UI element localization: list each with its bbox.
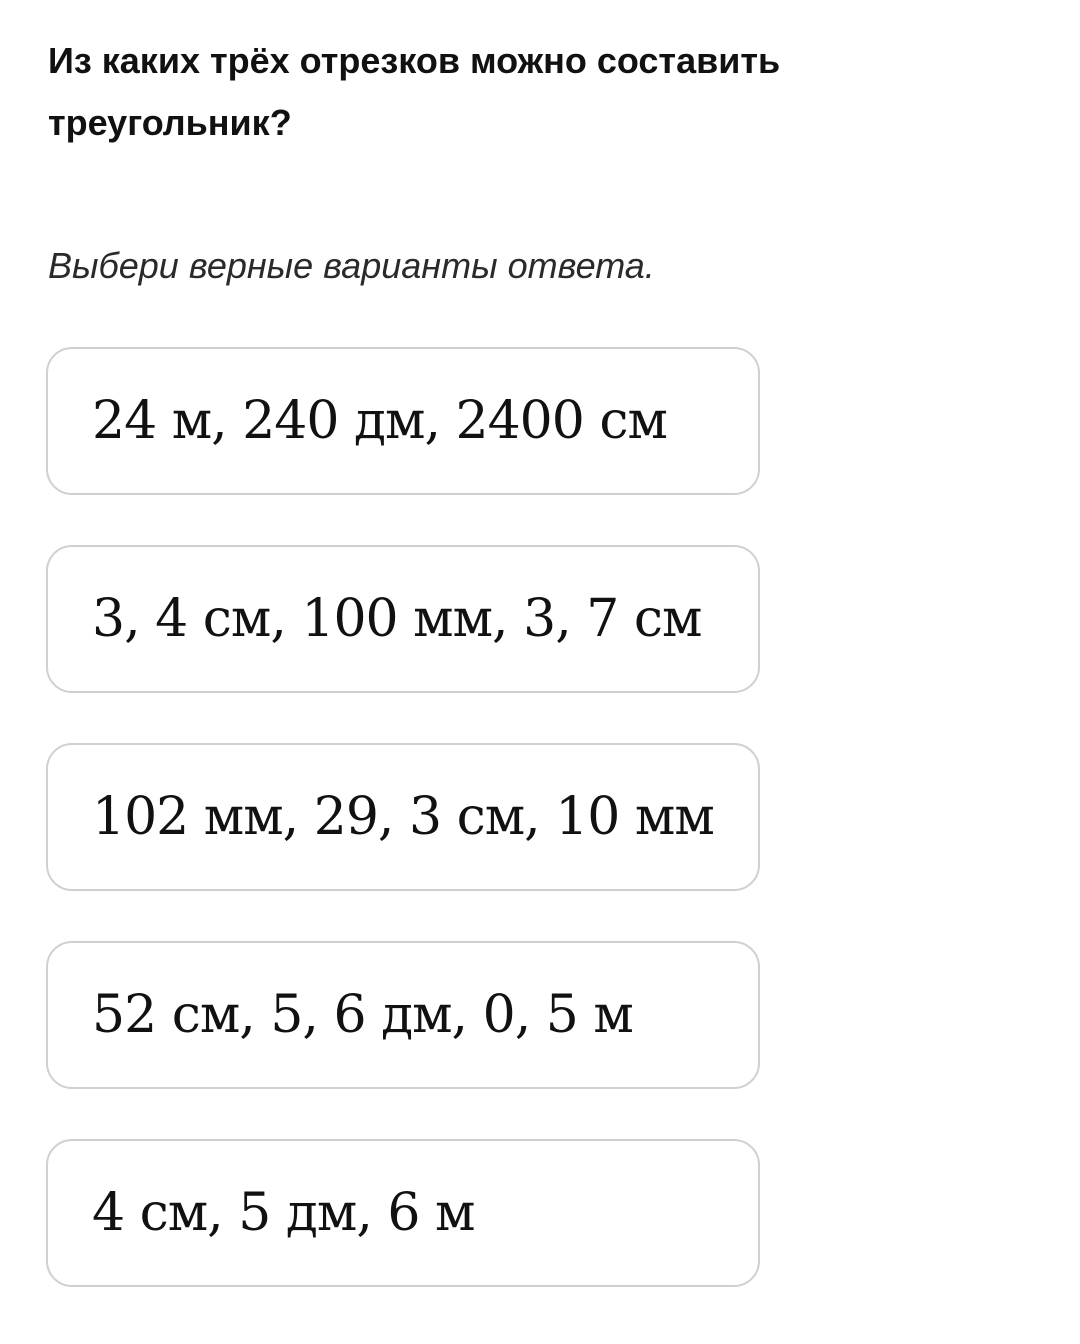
question-title: Из каких трёх отрезков можно составить треугольник? <box>48 40 781 143</box>
answer-instruction: Выбери верные варианты ответа. <box>48 245 655 286</box>
answer-option-label: 3, 4 см, 100 мм, 3, 7 см <box>92 589 702 649</box>
answer-option-label: 24 м, 240 дм, 2400 см <box>92 391 667 451</box>
answer-option-label: 52 см, 5, 6 дм, 0, 5 м <box>92 985 633 1045</box>
answer-option-3[interactable] <box>46 743 760 891</box>
answer-option-2[interactable] <box>46 545 760 693</box>
answer-option-5[interactable] <box>46 1139 760 1287</box>
answer-option-4[interactable] <box>46 941 760 1089</box>
answer-option-1[interactable] <box>46 347 760 495</box>
answer-option-label: 102 мм, 29, 3 см, 10 мм <box>92 787 714 847</box>
answer-options-list <box>46 347 760 1287</box>
answer-option-label: 4 см, 5 дм, 6 м <box>92 1183 475 1243</box>
